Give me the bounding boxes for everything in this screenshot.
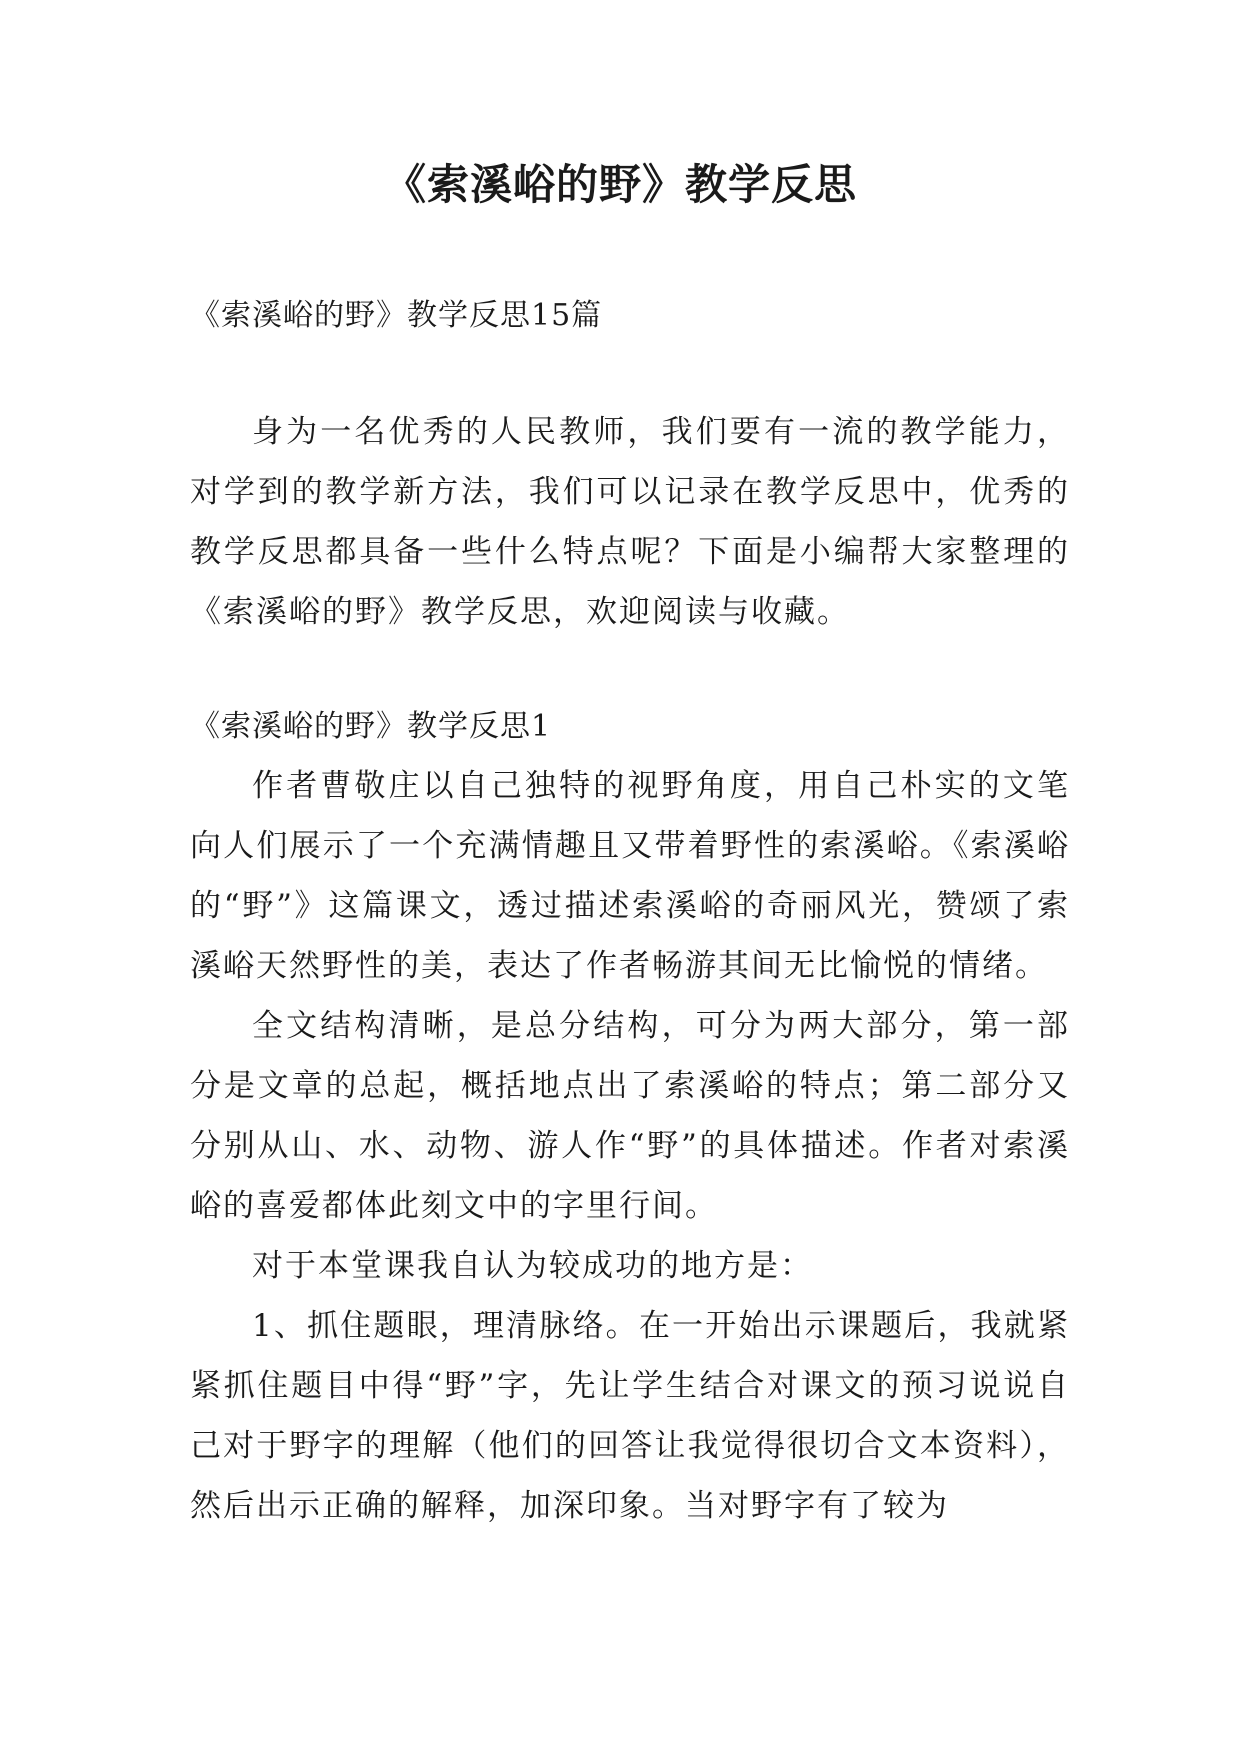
document-subtitle: 《索溪峪的野》教学反思15篇: [190, 298, 603, 333]
body-paragraph-2: 全文结构清晰，是总分结构，可分为两大部分，第一部分是文章的总起，概括地点出了索溪峪的特点；第二部分又分别从山、水、动物、游人作“野”的具体描述。作者对索溪峪的喜爱都体此刻文中的字里行间。: [190, 1008, 1070, 1224]
section-body: [190, 756, 1070, 1536]
body-paragraph-4: 1、抓住题眼，理清脉络。在一开始出示课题后，我就紧紧抓住题目中得“野”字，先让学生结合对课文的预习说说自己对于野字的理解（他们的回答让我觉得很切合文本资料），然后出示正确的解释，加深印象。当对野字有了较为: [190, 1308, 1070, 1524]
body-paragraph-3: 对于本堂课我自认为较成功的地方是：: [252, 1248, 813, 1284]
intro-block: [190, 402, 1070, 642]
section-title: 《索溪峪的野》教学反思1: [190, 709, 552, 744]
document-title: 《索溪峪的野》教学反思: [383, 160, 857, 209]
intro-paragraph: 身为一名优秀的人民教师，我们要有一流的教学能力，对学到的教学新方法，我们可以记录在教学反思中，优秀的教学反思都具备一些什么特点呢？下面是小编帮大家整理的《索溪峪的野》教学反思，欢迎阅读与收藏。: [190, 414, 1070, 630]
body-paragraph-1: 作者曹敬庄以自己独特的视野角度，用自己朴实的文笔向人们展示了一个充满情趣且又带着野性的索溪峪。《索溪峪的“野”》这篇课文，透过描述索溪峪的奇丽风光，赞颂了索溪峪天然野性的美，表达了作者畅游其间无比愉悦的情绪。: [190, 768, 1070, 984]
